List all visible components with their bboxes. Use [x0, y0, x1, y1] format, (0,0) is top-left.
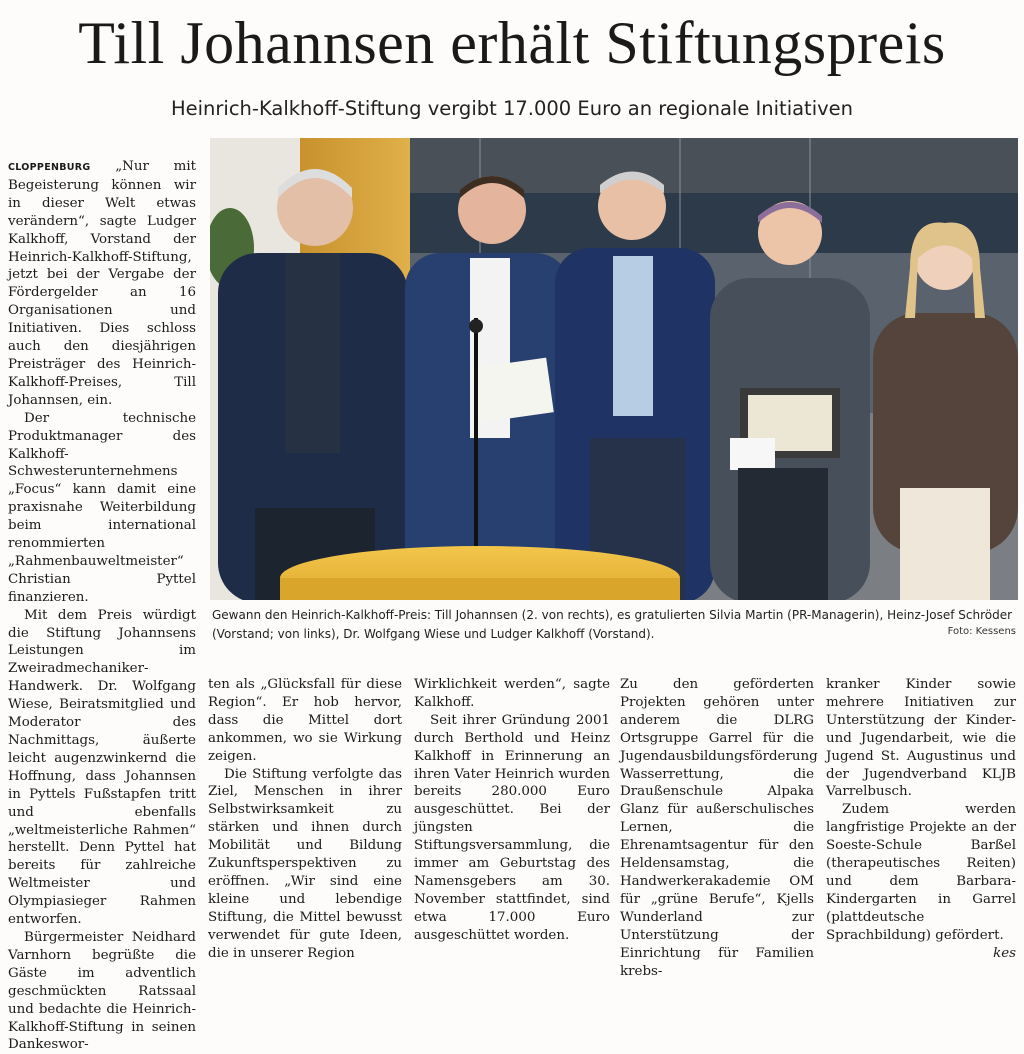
col3-para-1: Wirklichkeit werden“, sagte Kalkhoff.	[414, 677, 610, 710]
author-signature: kes	[993, 945, 1016, 961]
col3-para-2: Seit ihrer Gründung 2001 durch Berthold und Heinz Kalkhoff in Erinnerung an ihren Vater Heinrich wurden bereits 280.000 Euro ausgeschüttet. Bei der jüngsten Stiftungsversammlung, die immer am Geburtstag des Namensgebers am 30. November stattfindet, sind etwa 17.000 Euro ausgeschüttet worden.	[414, 712, 610, 943]
col5-para-1: kranker Kinder sowie mehrere Initiativen zur Unterstützung der Kinder- und Jugendarbeit, wie die Jugend St. Augustinus und der Jugendverband KLJB Varrelbusch.	[826, 677, 1016, 800]
article-photo	[210, 138, 1018, 600]
headline: Till Johannsen erhält Stiftungspreis	[78, 10, 946, 76]
col2-para-2: Die Stiftung verfolgte das Ziel, Menschen in ihrer Selbstwirksamkeit zu stärken und ihnen durch Mobilität und Bildung Zukunftsperspektiven zu eröffnen. „Wir sind eine kleine und lebendige Stiftung, die Mittel bewusst verwendet für gute Ideen, die in unserer Region	[208, 766, 402, 961]
dateline: CLOPPENBURG	[8, 162, 91, 173]
col2-para-1: ten als „Glücksfall für diese Region“. Er hob hervor, dass die Mittel dort ankommen, wo sie Wirkung zeigen.	[208, 677, 402, 764]
col5-para-2: Zudem werden langfristige Projekte an der Soeste-Schule Barßel (therapeutisches Reiten) und dem Barbara-Kindergarten in Garrel (plattdeutsche Sprachbildung) gefördert.	[826, 802, 1016, 943]
col1-para-2: Der technische Produktmanager des Kalkhoff-Schwesterunternehmens „Focus“ kann damit eine praxisnahe Weiterbildung beim international renommierten „Rahmenbauweltmeister“ Christian Pyttel finanzieren.	[8, 410, 196, 605]
photo-credit: Foto: Kessens	[947, 626, 1016, 637]
col1-para-3: Mit dem Preis würdigt die Stiftung Johannsens Leistungen im Zweiradmechaniker-Handwerk. Dr. Wolfgang Wiese, Beiratsmitglied und Moderator des Nachmittags, äußerte leicht augenzwinkernd die Hoffnung, dass Johannsen in Pyttels Fußstapfen tritt und ebenfalls „weltmeisterliche Rahmen“ herstellt. Denn Pyttel hat bereits für zahlreiche Weltmeister und Olympiasieger Rahmen entworfen.	[8, 607, 196, 928]
subheadline: Heinrich-Kalkhoff-Stiftung vergibt 17.000 Euro an regionale Initiativen	[170, 97, 854, 120]
col4-para-1: Zu den geförderten Projekten gehören unter anderem die DLRG Ortsgruppe Garrel für die Jugendausbildungsförderung Wasserrettung, die Draußenschule Alpaka Glanz für außerschulisches Lernen, die Ehrenamtsagentur für den Heldensamstag, die Handwerkerakademie OM für „grüne Berufe“, Kjells Wunderland zur Unterstützung der Einrichtung für Familien krebs-	[620, 677, 818, 979]
col1-para-1: „Nur mit Begeisterung können wir in dieser Welt etwas verändern“, sagte Ludger Kalkhoff, Vorstand der Heinrich-Kalkhoff-Stiftung, jetzt bei der Vergabe der Fördergelder an 16 Organisationen und Initiativen. Dies schloss auch den diesjährigen Preisträger des Heinrich-Kalkhoff-Preises, Till Johannsen, ein.	[8, 159, 196, 408]
article-column-3	[414, 676, 610, 945]
photo-caption: Gewann den Heinrich-Kalkhoff-Preis: Till Johannsen (2. von rechts), es gratulierten Silvia Martin (PR-Managerin), Heinz-Josef Schröder (Vorstand; von links), Dr. Wolfgang Wiese und Ludger Kalkhoff (Vorstand).	[212, 608, 1013, 641]
article-column-2	[208, 676, 402, 963]
article-column-1	[8, 158, 196, 1054]
photo-scene	[210, 138, 1018, 600]
article-column-5	[826, 676, 1016, 963]
article-column-4	[620, 676, 818, 980]
col1-para-4: Bürgermeister Neidhard Varnhorn begrüßte die Gäste im adventlich geschmückten Ratssaal und bedachte die Heinrich-Kalkhoff-Stiftung in seinen Dankeswor-	[8, 929, 196, 1053]
